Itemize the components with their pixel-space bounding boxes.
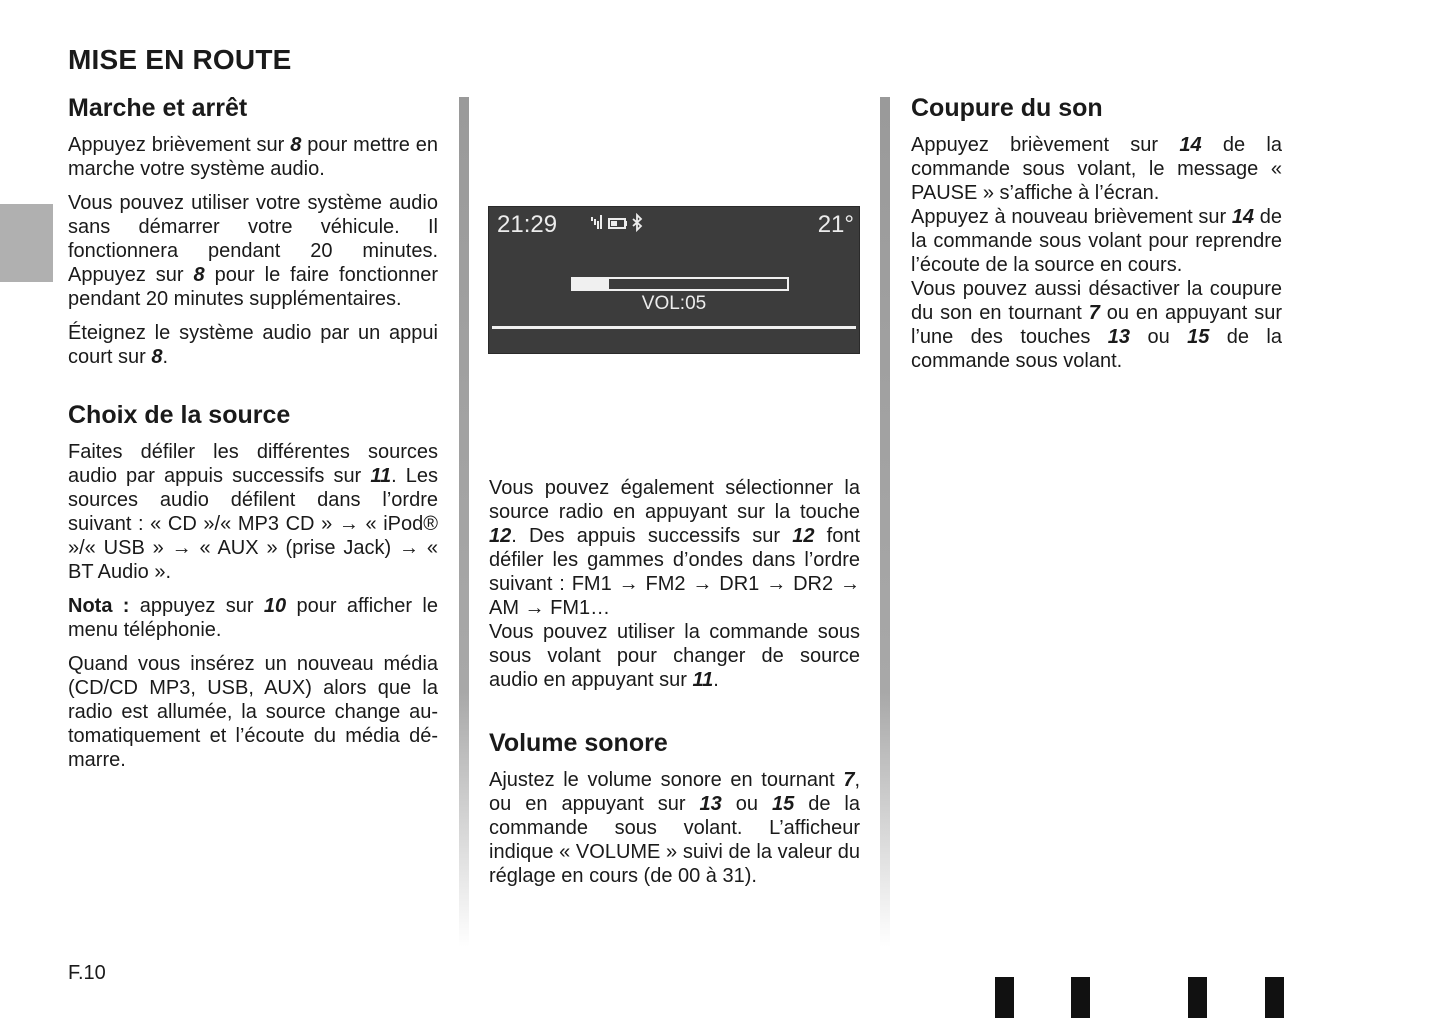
- print-cut-mark: [995, 977, 1014, 1018]
- print-cut-mark: [1265, 977, 1284, 1018]
- section-tab-marker: [0, 204, 53, 282]
- display-volume-text: VOL:05: [641, 293, 707, 314]
- print-cut-mark: [1071, 977, 1090, 1018]
- battery-icon: [609, 219, 627, 228]
- column-divider: [459, 97, 469, 947]
- volume-bar: [571, 277, 789, 291]
- column-left: [68, 94, 438, 782]
- paragraph: Appuyez brièvement sur 14 de la commande sous volant, le message « PAUSE » s’affiche à l’écran.: [911, 134, 1282, 204]
- display-separator: [492, 326, 856, 329]
- heading-choix-source: Choix de la source: [68, 401, 291, 429]
- paragraph: Vous pouvez aussi désactiver la coupure du son en tournant 7 ou en appuyant sur l’une des touches 13 ou 15 de la commande sous volant.: [911, 278, 1282, 372]
- volume-bar-fill: [573, 279, 609, 289]
- column-right: [911, 94, 1282, 373]
- bluetooth-icon: [633, 215, 641, 230]
- paragraph: Quand vous insérez un nouveau média (CD/CD MP3, USB, AUX) alors que la radio est allumée, la source change automatiquement et l’écoute du média démarre.: [68, 653, 438, 771]
- paragraph: Faites défiler les différentes sources audio par appuis successifs sur 11. Les sources audio défilent dans l’ordre suivant : « CD »/« MP3 CD » → « iPod® »/« USB » → « AUX » (prise Jack) → « BT Audio ».: [68, 441, 438, 583]
- audio-display-screen: [488, 206, 860, 354]
- heading-coupure-son: Coupure du son: [911, 94, 1103, 122]
- print-cut-mark: [1188, 977, 1207, 1018]
- paragraph: Appuyez à nouveau brièvement sur 14 de la commande sous volant pour reprendre l’écoute de la source en cours.: [911, 206, 1282, 276]
- signal-icon: [591, 215, 602, 229]
- heading-marche-arret: Marche et arrêt: [68, 94, 248, 122]
- column-divider: [880, 97, 890, 947]
- paragraph: Vous pouvez également sélectionner la source radio en appuyant sur la touche 12. Des appuis successifs sur 12 font défiler les gammes d’ondes dans l’ordre suivant : FM1 → FM2 → DR1 → DR2 → AM → FM1…: [489, 477, 861, 619]
- display-time: 21:29: [497, 211, 558, 238]
- heading-volume-sonore: Volume sonore: [489, 729, 668, 757]
- page-number: F.10: [68, 962, 106, 984]
- paragraph: Appuyez brièvement sur 8 pour mettre en marche votre système audio.: [68, 134, 438, 180]
- display-temperature: 21°: [817, 211, 854, 238]
- paragraph: Vous pouvez utiliser votre système audio sans démarrer votre véhicule. Il fonctionnera pendant 20 minutes. Appuyez sur 8 pour le faire fonctionner pendant 20 minutes supplémentaires.: [68, 192, 438, 310]
- display-status-icons: [589, 213, 649, 233]
- paragraph: Vous pouvez utiliser la commande sous sous volant pour changer de source audio en appuyant sur 11.: [489, 621, 860, 691]
- paragraph: Ajustez le volume sonore en tournant 7, ou en appuyant sur 13 ou 15 de la commande sous volant. L’afficheur indique « VOLUME » suivi de la valeur du réglage en cours (de 00 à 31).: [489, 769, 860, 887]
- paragraph: Éteignez le système audio par un appui court sur 8.: [68, 322, 438, 368]
- page-title: MISE EN ROUTE: [68, 44, 292, 75]
- column-middle: [489, 476, 860, 898]
- nota-paragraph: Nota : appuyez sur 10 pour afficher le menu téléphonie.: [68, 595, 438, 641]
